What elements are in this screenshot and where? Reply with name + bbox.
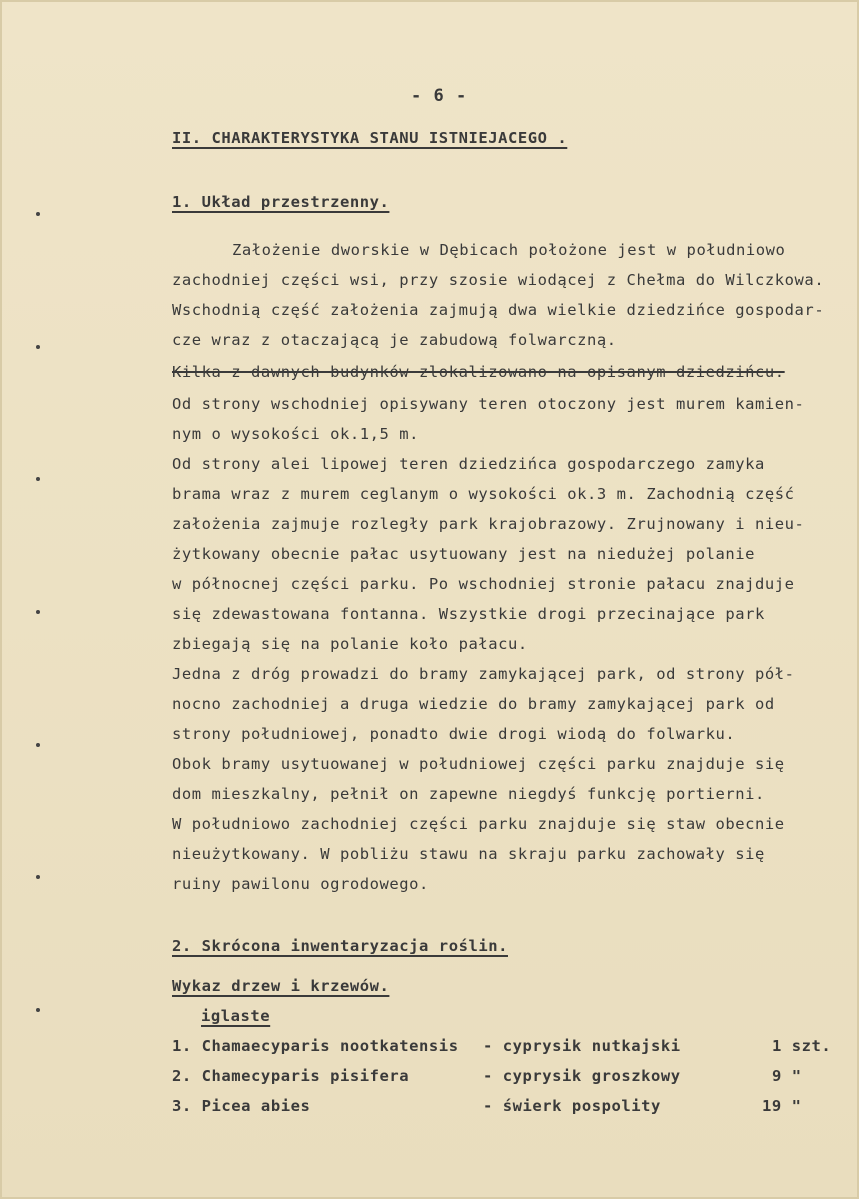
subheading: iglaste (201, 1007, 271, 1025)
plant-count: 9 " (772, 1067, 802, 1085)
margin-dot (36, 1008, 40, 1012)
page-number: - 6 - (411, 86, 468, 106)
body-line: W południowo zachodniej części parku znajduje się staw obecnie (172, 815, 785, 833)
body-line: Od strony alei lipowej teren dziedzińca gospodarczego zamyka (172, 455, 765, 473)
body-line: się zdewastowana fontanna. Wszystkie drogi przecinające park (172, 605, 765, 623)
plant-count: 19 " (762, 1097, 802, 1115)
body-line: Założenie dworskie w Dębicach położone jest w południowo (232, 241, 786, 259)
plant-latin-name: 1. Chamaecyparis nootkatensis (172, 1037, 459, 1055)
body-line: Jedna z dróg prowadzi do bramy zamykającej park, od strony pół- (172, 665, 795, 683)
body-line: ruiny pawilonu ogrodowego. (172, 875, 429, 893)
body-line: w północnej części parku. Po wschodniej stronie pałacu znajduje (172, 575, 795, 593)
section-heading: 2. Skrócona inwentaryzacja roślin. (172, 937, 508, 955)
plant-common-name: - cyprysik groszkowy (483, 1067, 681, 1085)
margin-dot (36, 743, 40, 747)
chapter-title: II. CHARAKTERYSTYKA STANU ISTNIEJACEGO . (172, 129, 568, 147)
body-line: nieużytkowany. W pobliżu stawu na skraju parku zachowały się (172, 845, 765, 863)
margin-dot (36, 610, 40, 614)
body-line: dom mieszkalny, pełnił on zapewne niegdyś funkcję portierni. (172, 785, 765, 803)
body-line: strony południowej, ponadto dwie drogi wiodą do folwarku. (172, 725, 736, 743)
struck-line: Kilka z dawnych budynków zlokalizowano na opisanym dziedzińcu. (172, 363, 785, 381)
section-heading: 1. Układ przestrzenny. (172, 193, 390, 211)
plant-latin-name: 2. Chamecyparis pisifera (172, 1067, 410, 1085)
body-line: założenia zajmuje rozległy park krajobrazowy. Zrujnowany i nieu- (172, 515, 805, 533)
margin-dot (36, 345, 40, 349)
body-line: Od strony wschodniej opisywany teren otoczony jest murem kamien- (172, 395, 805, 413)
plant-common-name: - cyprysik nutkajski (483, 1037, 681, 1055)
margin-dot (36, 212, 40, 216)
list-title: Wykaz drzew i krzewów. (172, 977, 390, 995)
body-line: Obok bramy usytuowanej w południowej części parku znajduje się (172, 755, 785, 773)
body-line: zachodniej części wsi, przy szosie wiodącej z Chełma do Wilczkowa. (172, 271, 825, 289)
body-line: nocno zachodniej a druga wiedzie do bramy zamykającej park od (172, 695, 775, 713)
body-line: nym o wysokości ok.1,5 m. (172, 425, 420, 443)
plant-count: 1 szt. (772, 1037, 832, 1055)
body-line: brama wraz z murem ceglanym o wysokości ok.3 m. Zachodnią część (172, 485, 795, 503)
margin-dot (36, 875, 40, 879)
body-line: zbiegają się na polanie koło pałacu. (172, 635, 528, 653)
body-line: żytkowany obecnie pałac usytuowany jest na niedużej polanie (172, 545, 756, 563)
body-line: cze wraz z otaczającą je zabudową folwarczną. (172, 331, 617, 349)
plant-common-name: - świerk pospolity (483, 1097, 661, 1115)
body-line: Wschodnią część założenia zajmują dwa wielkie dziedzińce gospodar- (172, 301, 825, 319)
plant-latin-name: 3. Picea abies (172, 1097, 311, 1115)
margin-dot (36, 477, 40, 481)
